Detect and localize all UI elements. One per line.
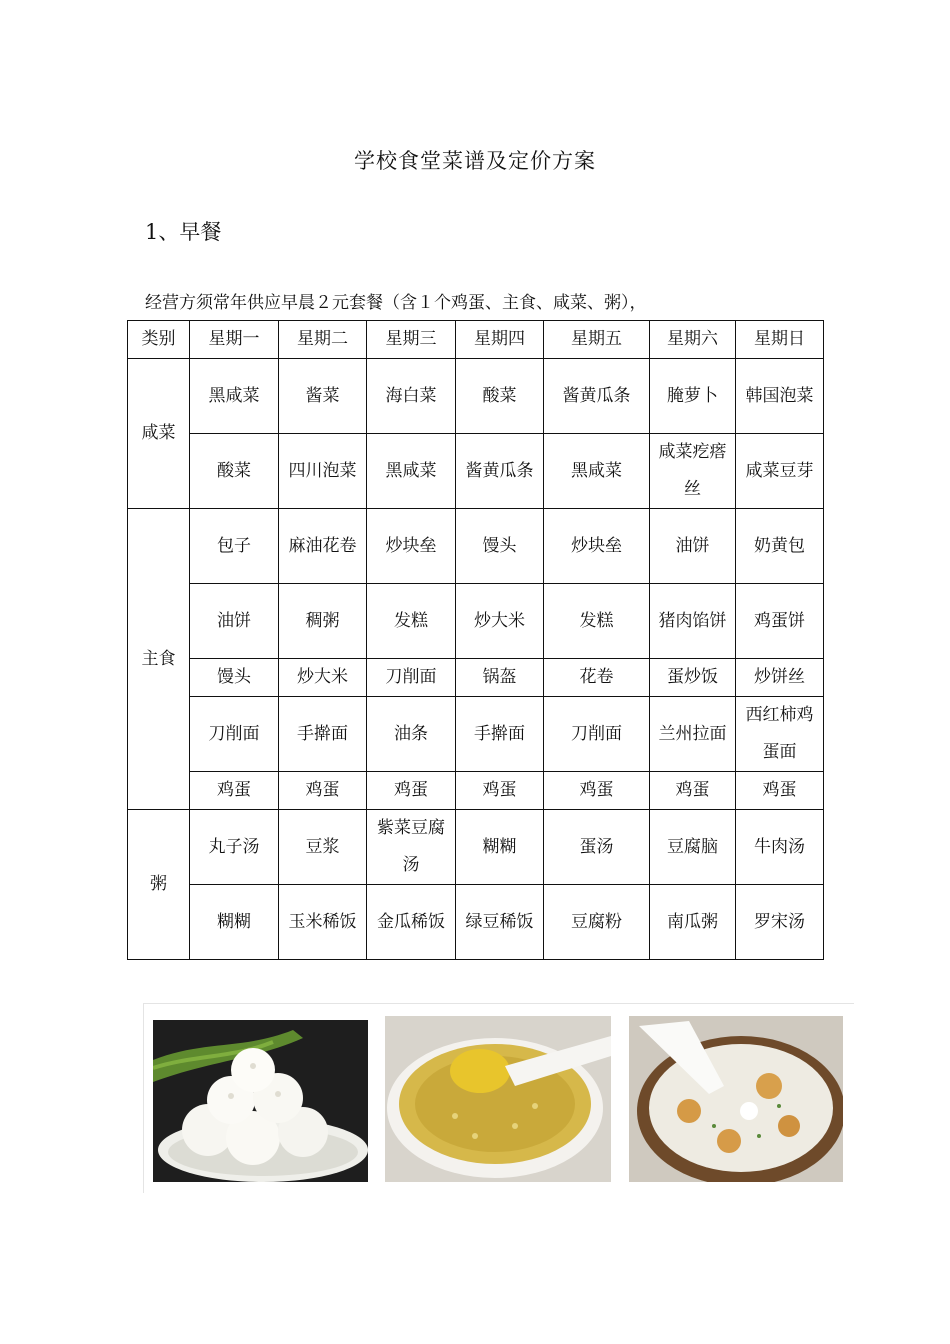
table-row	[128, 359, 824, 434]
menu-cell: 油条	[367, 697, 456, 772]
menu-cell: 腌萝卜	[650, 359, 736, 434]
menu-cell: 炒块垒	[367, 509, 456, 584]
menu-cell: 鸡蛋	[190, 772, 279, 810]
menu-cell: 鸡蛋	[367, 772, 456, 810]
menu-cell: 猪肉馅饼	[650, 584, 736, 659]
menu-cell: 南瓜粥	[650, 885, 736, 960]
menu-cell: 发糕	[367, 584, 456, 659]
menu-cell: 手擀面	[456, 697, 544, 772]
menu-cell: 丸子汤	[190, 810, 279, 885]
menu-cell: 鸡蛋饼	[736, 584, 824, 659]
table-row	[128, 885, 824, 960]
menu-cell: 黑咸菜	[367, 434, 456, 509]
table-row	[128, 659, 824, 697]
header-cell: 星期四	[456, 321, 544, 359]
category-cell: 主食	[128, 509, 190, 810]
menu-cell: 炒块垒	[544, 509, 650, 584]
table-row	[128, 509, 824, 584]
menu-cell: 花卷	[544, 659, 650, 697]
menu-cell: 刀削面	[190, 697, 279, 772]
table-row	[128, 434, 824, 509]
header-cell: 星期日	[736, 321, 824, 359]
menu-cell: 酸菜	[456, 359, 544, 434]
menu-cell: 炒饼丝	[736, 659, 824, 697]
header-cell: 星期三	[367, 321, 456, 359]
category-cell: 粥	[128, 810, 190, 960]
menu-cell: 绿豆稀饭	[456, 885, 544, 960]
menu-cell: 馒头	[456, 509, 544, 584]
menu-cell: 糊糊	[456, 810, 544, 885]
table-row	[128, 697, 824, 772]
menu-cell: 四川泡菜	[279, 434, 367, 509]
menu-cell: 咸菜豆芽	[736, 434, 824, 509]
menu-table-body	[128, 321, 824, 960]
menu-cell: 酱菜	[279, 359, 367, 434]
menu-cell: 鸡蛋	[456, 772, 544, 810]
menu-cell: 酱黄瓜条	[544, 359, 650, 434]
menu-cell: 豆浆	[279, 810, 367, 885]
menu-cell: 兰州拉面	[650, 697, 736, 772]
menu-cell: 奶黄包	[736, 509, 824, 584]
photo-steamed-buns	[153, 1020, 368, 1182]
header-cell: 星期一	[190, 321, 279, 359]
menu-cell: 黑咸菜	[544, 434, 650, 509]
header-row	[128, 321, 824, 359]
menu-cell: 蛋炒饭	[650, 659, 736, 697]
menu-cell: 油饼	[190, 584, 279, 659]
document-title: 学校食堂菜谱及定价方案	[354, 149, 596, 173]
menu-cell: 包子	[190, 509, 279, 584]
menu-cell: 油饼	[650, 509, 736, 584]
table-row	[128, 772, 824, 810]
menu-cell: 鸡蛋	[650, 772, 736, 810]
section-heading: 1、早餐	[145, 220, 222, 244]
menu-cell: 锅盔	[456, 659, 544, 697]
menu-cell: 酸菜	[190, 434, 279, 509]
photo-corn-porridge	[385, 1016, 611, 1182]
menu-cell: 炒大米	[456, 584, 544, 659]
menu-cell: 海白菜	[367, 359, 456, 434]
menu-cell: 豆腐脑	[650, 810, 736, 885]
header-cell: 星期二	[279, 321, 367, 359]
menu-cell: 罗宋汤	[736, 885, 824, 960]
menu-cell: 韩国泡菜	[736, 359, 824, 434]
menu-cell: 糊糊	[190, 885, 279, 960]
menu-cell: 刀削面	[367, 659, 456, 697]
menu-cell: 发糕	[544, 584, 650, 659]
table-row	[128, 810, 824, 885]
intro-paragraph: 经营方须常年供应早晨２元套餐（含１个鸡蛋、主食、咸菜、粥），	[145, 293, 647, 313]
menu-cell: 鸡蛋	[736, 772, 824, 810]
table-row	[128, 584, 824, 659]
menu-cell: 金瓜稀饭	[367, 885, 456, 960]
menu-cell: 玉米稀饭	[279, 885, 367, 960]
menu-cell: 咸菜疙瘩丝	[650, 434, 736, 509]
menu-cell: 稠粥	[279, 584, 367, 659]
menu-cell: 馒头	[190, 659, 279, 697]
menu-cell: 蛋汤	[544, 810, 650, 885]
menu-cell: 西红柿鸡蛋面	[736, 697, 824, 772]
breakfast-menu-table	[127, 320, 824, 960]
menu-cell: 鸡蛋	[544, 772, 650, 810]
menu-cell: 黑咸菜	[190, 359, 279, 434]
category-cell: 咸菜	[128, 359, 190, 509]
menu-cell: 刀削面	[544, 697, 650, 772]
menu-cell: 酱黄瓜条	[456, 434, 544, 509]
menu-cell: 豆腐粉	[544, 885, 650, 960]
menu-cell: 麻油花卷	[279, 509, 367, 584]
menu-cell: 紫菜豆腐汤	[367, 810, 456, 885]
menu-cell: 牛肉汤	[736, 810, 824, 885]
menu-cell: 炒大米	[279, 659, 367, 697]
food-photos	[143, 1003, 854, 1193]
photo-congee	[629, 1016, 843, 1182]
header-cell: 星期五	[544, 321, 650, 359]
menu-cell: 手擀面	[279, 697, 367, 772]
menu-cell: 鸡蛋	[279, 772, 367, 810]
header-cell: 类别	[128, 321, 190, 359]
header-cell: 星期六	[650, 321, 736, 359]
